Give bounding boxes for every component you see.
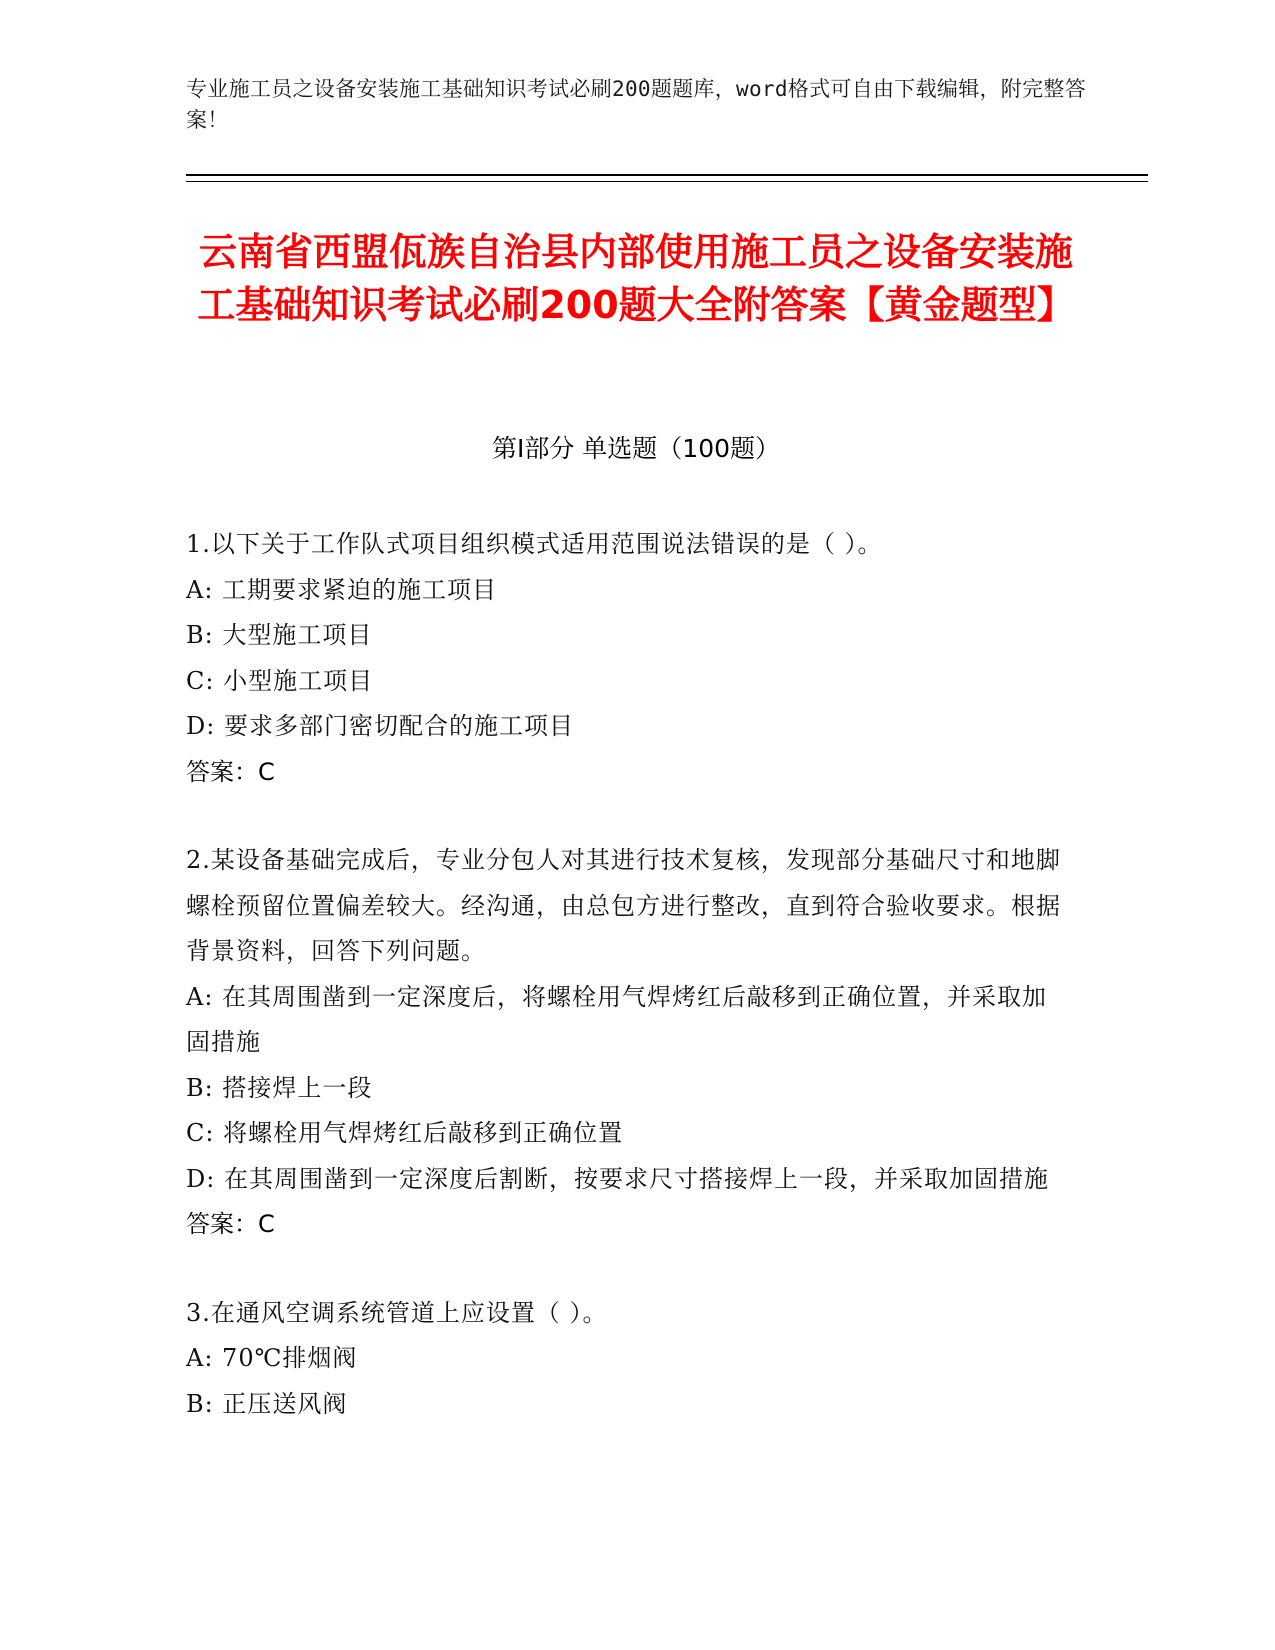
question-stem: 2.某设备基础完成后，专业分包人对其进行技术复核，发现部分基础尺寸和地脚螺栓预留位置偏差较大。经沟通，由总包方进行整改，直到符合验收要求。根据背景资料，回答下列问题。: [186, 846, 1061, 965]
question-3: [186, 1291, 1066, 1428]
question-stem: 1.以下关于工作队式项目组织模式适用范围说法错误的是（ ）。: [186, 530, 883, 558]
question-2: [186, 838, 1066, 1248]
answer-line: 答案：C: [186, 757, 275, 786]
question-stem: 3.在通风空调系统管道上应设置（ ）。: [186, 1298, 608, 1327]
option-b: B: 正压送风阀: [186, 1389, 348, 1418]
document-title: 云南省西盟佤族自治县内部使用施工员之设备安装施工基础知识考试必刷200题大全附答案【黄金题型】: [197, 230, 1075, 327]
question-1: [186, 522, 1066, 795]
option-b: B: 搭接焊上一段: [186, 1073, 373, 1102]
header-note: 专业施工员之设备安装施工基础知识考试必刷200题题库，word格式可自由下载编辑，附完整答案！: [186, 77, 1086, 132]
header-divider-thin: [186, 181, 1148, 182]
question-list: [186, 522, 1066, 1470]
option-d: D: 要求多部门密切配合的施工项目: [186, 712, 574, 740]
option-d: D: 在其周围凿到一定深度后割断，按要求尺寸搭接焊上一段，并采取加固措施: [186, 1164, 1049, 1193]
section-heading: 第Ⅰ部分 单选题（100题）: [491, 434, 781, 463]
option-a: A: 工期要求紧迫的施工项目: [186, 575, 498, 604]
option-c: C: 小型施工项目: [186, 666, 374, 695]
option-c: C: 将螺栓用气焊烤红后敲移到正确位置: [186, 1119, 624, 1147]
header-divider-thick: [186, 174, 1148, 176]
option-a: A: 70℃排烟阀: [186, 1344, 358, 1372]
answer-line: 答案：C: [186, 1210, 275, 1238]
option-b: B: 大型施工项目: [186, 621, 373, 649]
option-a: A: 在其周围凿到一定深度后，将螺栓用气焊烤红后敲移到正确位置，并采取加固措施: [186, 982, 1048, 1056]
